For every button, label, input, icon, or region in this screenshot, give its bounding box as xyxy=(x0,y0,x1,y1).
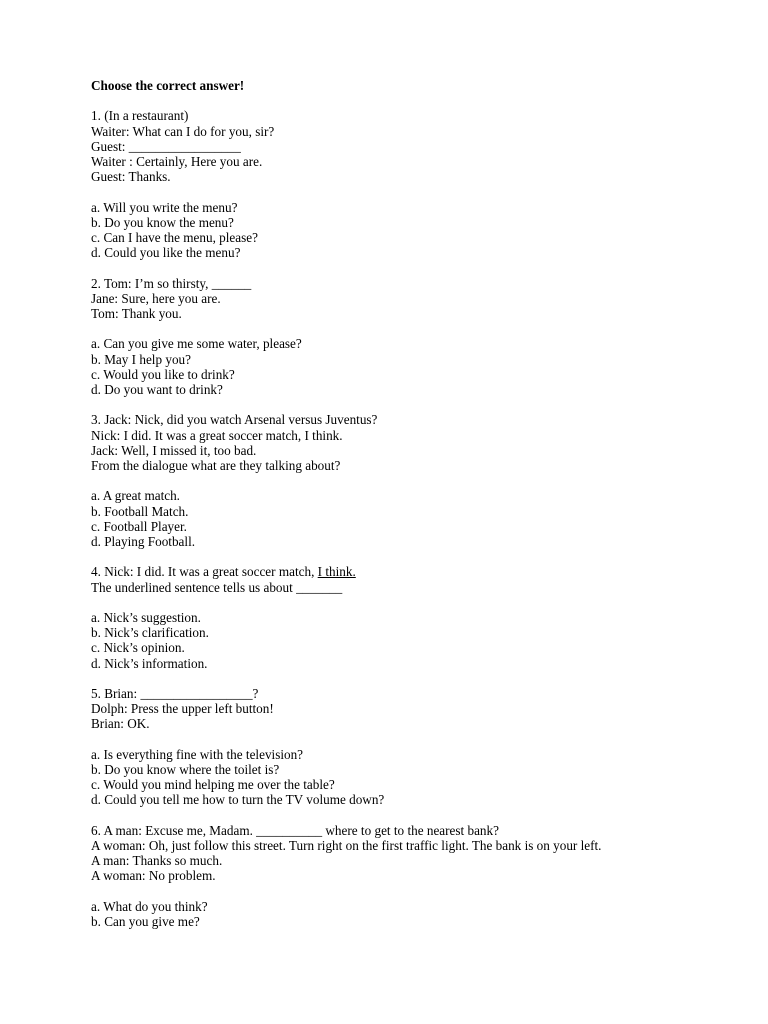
question-text-prefix: 4. Nick: I did. It was a great soccer match, xyxy=(91,564,318,580)
option-c: c. Nick’s opinion. xyxy=(91,640,185,656)
question-5 xyxy=(91,686,751,808)
question-text: 6. A man: Excuse me, Madam. __________ where to get to the nearest bank? xyxy=(91,822,499,838)
spacer xyxy=(91,549,751,564)
dialogue-line: A woman: No problem. xyxy=(91,868,216,884)
option-b: b. Football Match. xyxy=(91,503,189,519)
spacer xyxy=(91,321,751,336)
question-3 xyxy=(91,412,751,549)
spacer xyxy=(91,473,751,488)
dialogue-line: Brian: OK. xyxy=(91,716,150,732)
dialogue-line: Guest: _________________ xyxy=(91,138,241,154)
question-text: 5. Brian: _________________? xyxy=(91,685,259,701)
option-a: a. Can you give me some water, please? xyxy=(91,336,302,352)
option-b: b. May I help you? xyxy=(91,351,191,367)
question-2 xyxy=(91,276,751,398)
question-text: 1. (In a restaurant) xyxy=(91,108,189,124)
question-1 xyxy=(91,108,751,260)
worksheet xyxy=(91,78,751,929)
question-text: 3. Jack: Nick, did you watch Arsenal versus Juventus? xyxy=(91,412,378,428)
option-d: d. Could you tell me how to turn the TV volume down? xyxy=(91,792,385,808)
dialogue-line: Jack: Well, I missed it, too bad. xyxy=(91,442,257,458)
option-b: b. Do you know where the toilet is? xyxy=(91,761,280,777)
option-a: a. Will you write the menu? xyxy=(91,199,238,215)
dialogue-line: Dolph: Press the upper left button! xyxy=(91,701,274,717)
spacer xyxy=(91,184,751,199)
question-4 xyxy=(91,564,751,670)
dialogue-line: Nick: I did. It was a great soccer match, I think. xyxy=(91,427,343,443)
option-d: d. Could you like the menu? xyxy=(91,245,241,261)
spacer xyxy=(91,808,751,823)
option-b: b. Do you know the menu? xyxy=(91,214,234,230)
spacer xyxy=(91,260,751,275)
spacer xyxy=(91,732,751,747)
option-d: d. Nick’s information. xyxy=(91,655,208,671)
option-b: b. Can you give me? xyxy=(91,913,200,929)
option-a: a. Is everything fine with the television? xyxy=(91,746,304,762)
underlined-phrase: I think. xyxy=(317,564,356,580)
spacer xyxy=(91,595,751,610)
option-d: d. Playing Football. xyxy=(91,534,196,549)
dialogue-line: Tom: Thank you. xyxy=(91,306,182,321)
spacer xyxy=(91,93,751,108)
option-a: a. Nick’s suggestion. xyxy=(91,609,201,625)
dialogue-line: Waiter : Certainly, Here you are. xyxy=(91,154,263,169)
question-text xyxy=(91,564,751,579)
dialogue-line: Guest: Thanks. xyxy=(91,169,171,185)
option-b: b. Nick’s clarification. xyxy=(91,625,209,641)
page-title: Choose the correct answer! xyxy=(91,78,245,93)
dialogue-line: The underlined sentence tells us about _______ xyxy=(91,579,343,595)
option-c: c. Would you like to drink? xyxy=(91,366,235,382)
option-c: c. Can I have the menu, please? xyxy=(91,230,258,245)
dialogue-line: Jane: Sure, here you are. xyxy=(91,290,221,306)
option-a: a. A great match. xyxy=(91,488,180,504)
option-d: d. Do you want to drink? xyxy=(91,382,223,397)
spacer xyxy=(91,884,751,899)
dialogue-line: A man: Thanks so much. xyxy=(91,853,223,869)
dialogue-line: From the dialogue what are they talking about? xyxy=(91,458,341,473)
option-c: c. Would you mind helping me over the table? xyxy=(91,777,335,793)
dialogue-line: Waiter: What can I do for you, sir? xyxy=(91,123,275,139)
option-a: a. What do you think? xyxy=(91,898,208,914)
option-c: c. Football Player. xyxy=(91,518,187,534)
dialogue-line: A woman: Oh, just follow this street. Turn right on the first traffic light. The bank is on your left. xyxy=(91,837,602,853)
question-6 xyxy=(91,823,751,929)
spacer xyxy=(91,671,751,686)
question-text: 2. Tom: I’m so thirsty, ______ xyxy=(91,275,252,291)
spacer xyxy=(91,397,751,412)
